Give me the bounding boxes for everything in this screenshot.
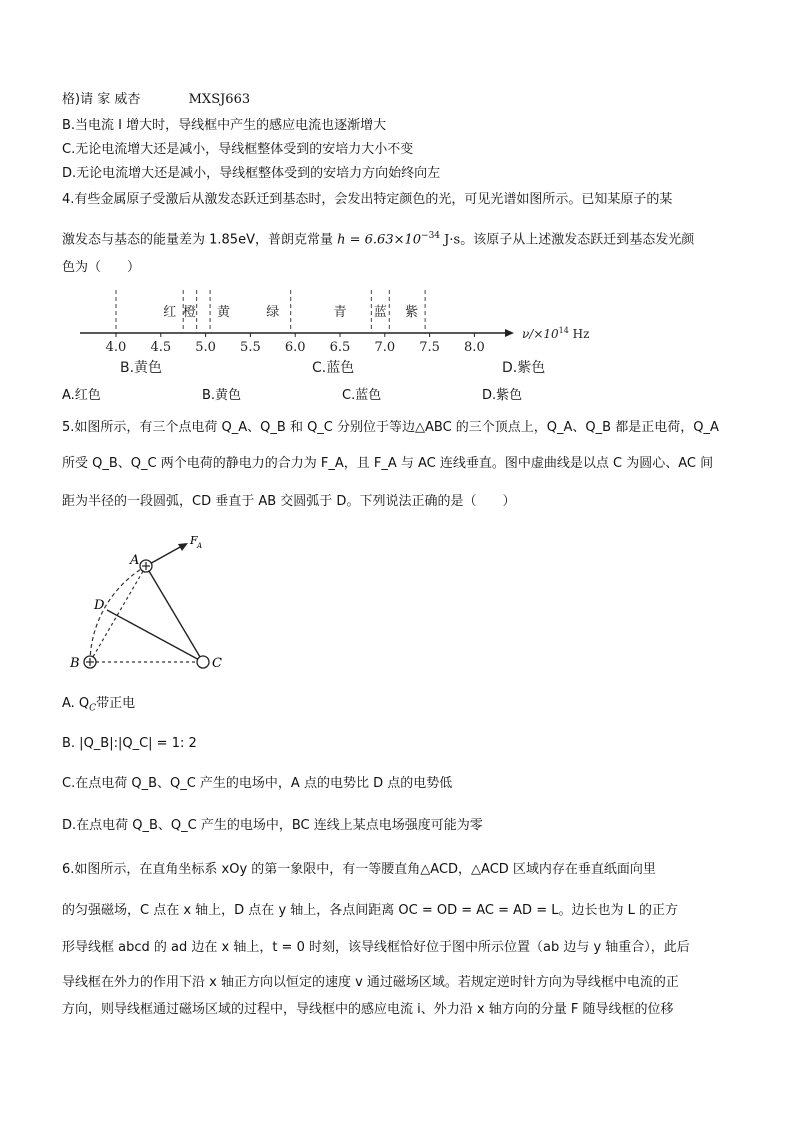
q4-stem-line1: 4.有些金属原子受激后从激发态跃迁到基态时，会发出特定颜色的光，可见光谱如图所示。已知某原子的某 xyxy=(62,192,673,207)
q5-option-a xyxy=(62,696,135,717)
q6-stem-line5: 方向，则导线框通过磁场区域的过程中，导线框中的感应电流 i、外力沿 x 轴方向的分量 F 随导线框的位移 xyxy=(62,1002,674,1017)
q4-option-b: B.黄色 xyxy=(202,388,242,403)
q5-opt-a-rest: 带正电 xyxy=(96,696,136,711)
q5-stem-line2: 所受 Q_B、Q_C 两个电荷的静电力的合力为 F_A，且 F_A 与 AC 连线垂直。图中虚曲线是以点 C 为圆心、AC 间 xyxy=(62,456,714,471)
label-f-sub: A xyxy=(197,542,203,550)
spectrum-axis-arrow xyxy=(505,329,514,337)
spectrum-color-2: 黄 xyxy=(217,305,231,320)
q5-option-b: B. |Q_B|:|Q_C| = 1: 2 xyxy=(62,736,197,751)
spectrum-color-6: 紫 xyxy=(405,305,419,320)
segment-cd xyxy=(107,610,203,662)
header-left: 格)请 家 威杏 xyxy=(62,92,141,107)
spectrum-tick-label-5: 6.5 xyxy=(329,340,351,355)
spectrum-tick-label-7: 7.5 xyxy=(419,340,440,355)
q4-option-a: A.红色 xyxy=(62,388,101,403)
q4-line2-b: h = 6.63×10 xyxy=(337,232,422,248)
spectrum-sub-label-0: B.黄色 xyxy=(120,360,163,376)
triangle-figure xyxy=(60,530,240,675)
header-code: MXSJ663 xyxy=(188,92,251,107)
q5-opt-a-prefix: A. Q xyxy=(62,696,90,711)
spectrum-color-5: 蓝 xyxy=(373,305,387,320)
q3-option-c: C.无论电流增大还是减小，导线框整体受到的安培力大小不变 xyxy=(62,142,414,157)
spectrum-color-4: 青 xyxy=(333,305,347,320)
spectrum-tick-label-1: 4.5 xyxy=(150,340,172,355)
q5-option-c: C.在点电荷 Q_B、Q_C 产生的电场中，A 点的电势比 D 点的电势低 xyxy=(62,776,453,791)
spectrum-sub-label-2: D.紫色 xyxy=(502,360,546,376)
q6-stem-line4: 导线框在外力的作用下沿 x 轴正方向以恒定的速度 v 通过磁场区域。若规定逆时针方向为导线框中电流的正 xyxy=(62,975,679,990)
q4-line2-exp: −34 xyxy=(421,231,441,241)
q5-opt-a-sub: C xyxy=(89,703,97,714)
q6-stem-line3: 形导线框 abcd 的 ad 边在 x 轴上，t = 0 时刻，该导线框恰好位于图中所示位置（ab 边与 y 轴重合），此后 xyxy=(62,940,690,955)
label-d: D xyxy=(94,598,105,613)
label-f: F xyxy=(190,534,198,547)
spectrum-tick-label-3: 5.5 xyxy=(240,340,261,355)
segment-ab xyxy=(90,566,146,662)
spectrum-sub-label-1: C.蓝色 xyxy=(312,360,355,376)
q4-options xyxy=(62,388,522,404)
spectrum-color-1: 橙 xyxy=(182,305,196,320)
spectrum-tick-label-6: 7.0 xyxy=(374,340,396,355)
q5-stem-line3: 距为半径的一段圆弧，CD 垂直于 AB 交圆弧于 D。下列说法正确的是（ ） xyxy=(62,494,516,509)
q4-option-c: C.蓝色 xyxy=(342,388,382,403)
q6-stem-line1: 6.如图所示，在直角坐标系 xOy 的第一象限中，有一等腰直角△ACD，△ACD 区域内存在垂直纸面向里 xyxy=(62,862,656,877)
label-a: A xyxy=(130,553,140,568)
label-c: C xyxy=(212,656,222,671)
q4-line2-a: 激发态与基态的能量差为 1.85eV，普朗克常量 xyxy=(62,232,338,248)
q5-stem-line1: 5.如图所示，有三个点电荷 Q_A、Q_B 和 Q_C 分别位于等边△ABC 的三个顶点上，Q_A、Q_B 都是正电荷，Q_A xyxy=(62,420,719,435)
charge-c xyxy=(197,656,209,668)
spectrum-color-0: 红 xyxy=(163,305,177,320)
q6-stem-line2: 的匀强磁场，C 点在 x 轴上，D 点在 y 轴上，各点间距离 OC = OD = AC = AD = L。边长也为 L 的正方 xyxy=(62,903,678,918)
q4-stem-line2 xyxy=(62,228,694,248)
spectrum-tick-label-2: 5.0 xyxy=(195,340,216,355)
spectrum-tick-label-4: 6.0 xyxy=(284,340,306,355)
q3-option-b: B.当电流 I 增大时，导线框中产生的感应电流也逐渐增大 xyxy=(62,118,387,133)
spectrum-tick-label-0: 4.0 xyxy=(105,340,127,355)
q4-line2-c: J·s xyxy=(440,232,461,248)
spectrum-color-3: 绿 xyxy=(266,305,280,320)
q4-stem-line3: 色为（ ） xyxy=(62,260,141,275)
q4-option-d: D.紫色 xyxy=(482,388,523,403)
spectrum-figure xyxy=(62,290,622,380)
spectrum-tick-label-8: 8.0 xyxy=(464,340,485,355)
label-b: B xyxy=(70,656,80,671)
spectrum-axis-label: $\nu/\times 10^{14}$ Hz xyxy=(522,326,590,341)
segment-ac xyxy=(146,566,203,662)
header-line xyxy=(62,92,250,108)
q5-option-d: D.在点电荷 Q_B、Q_C 产生的电场中，BC 连线上某点电场强度可能为零 xyxy=(62,818,483,833)
q4-line2-d: 。该原子从上述激发态跃迁到基态发光颜 xyxy=(460,232,695,248)
q3-option-d: D.无论电流增大还是减小，导线框整体受到的安培力方向始终向左 xyxy=(62,166,441,181)
